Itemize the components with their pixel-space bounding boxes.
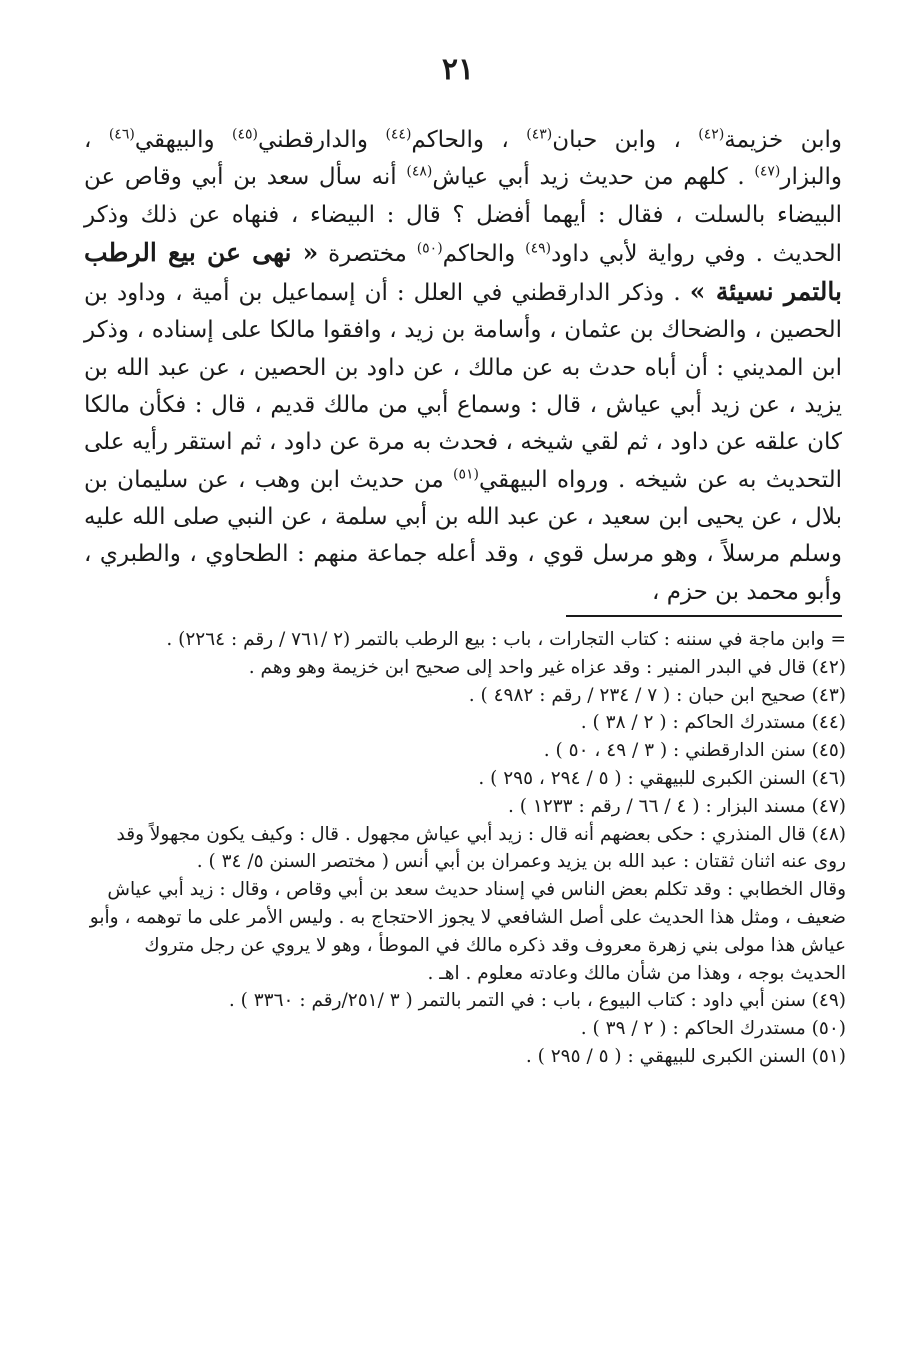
text-run: والحاكم xyxy=(442,240,526,267)
text-run: ، والبزار xyxy=(84,127,842,191)
footnote-44: (٤٤) مستدرك الحاكم : ( ٢ / ٣٨ ) . xyxy=(580,712,846,734)
footnote-ref-45: (٤٥) xyxy=(232,126,258,143)
footnote-ref-42: (٤٢) xyxy=(698,126,725,143)
footnote-ref-51: (٥١) xyxy=(453,466,479,483)
footnote-continuation: = وابن ماجة في سننه : كتاب التجارات ، باب : بيع الرطب بالتمر (٢ /٧٦١ / رقم : ٢٢٦٤) . xyxy=(166,629,846,650)
footnote-ref-50: (٥٠) xyxy=(416,240,443,257)
footnote-48: (٤٨) قال المنذري : حكى بعضهم أنه قال : زيد أبي عياش مجهول . قال : وكيف يكون مجهولاً وقد روى عنه اثنان ثقتان : عبد الله بن يزيد وعمران بن أبي أنس ( مختصر السنن ٥/ ٣٤ ) . xyxy=(116,823,846,873)
text-run: . وذكر الدارقطني في العلل : أن إسماعيل بن أمية ، وداود بن الحصين ، والضحاك بن عثمان ، وأسامة بن زيد ، وافقوا مالكا على إسناده ، وذكر ابن المديني : أن أباه حدث به عن مالك ، عن داود بن الحصين ، عن عبد الله بن يزيد ، عن زيد أبي عياش ، قال : وسماع أبي من مالك قديم ، قال : فكأن مالكا كان علقه عن داود ، ثم لقي شيخه ، فحدث به مرة عن داود ، ثم استقر رأيه على التحديث به عن شيخه . ورواه البيهقي xyxy=(84,280,842,493)
footnote-42: (٤٢) قال في البدر المنير : وقد عزاه غير واحد إلى صحيح ابن خزيمة وهو وهم . xyxy=(248,656,846,678)
footnote-ref-47: (٤٧) xyxy=(754,163,781,180)
text-run: وابن خزيمة xyxy=(724,127,843,153)
page-number: ٢١ xyxy=(441,52,475,87)
footnote-51: (٥١) السنن الكبرى للبيهقي : ( ٥ / ٢٩٥ ) . xyxy=(525,1045,846,1067)
hadith-quote: « نهى عن بيع الرطب بالتمر نسيئة » xyxy=(84,237,842,307)
footnote-46: (٤٦) السنن الكبرى للبيهقي : ( ٥ / ٢٩٤ ، ٢٩٥ ) . xyxy=(478,767,846,789)
footnote-49: (٤٩) سنن أبي داود : كتاب البيوع ، باب : في التمر بالتمر ( ٣ /٢٥١/رقم : ٣٣٦٠ ) . xyxy=(228,990,846,1012)
footnote-ref-44: (٤٤) xyxy=(385,126,412,143)
footnote-ref-43: (٤٣) xyxy=(526,126,553,143)
footnote-ref-48: (٤٨) xyxy=(406,163,433,180)
text-run: والبيهقي xyxy=(134,127,232,153)
footnote-48-continued: وقال الخطابي : وقد تكلم بعض الناس في إسناد حديث سعد بن أبي وقاص ، وقال : زيد أبي عياش ضعيف ، ومثل هذا الحديث على أصل الشافعي لا يجوز الاحتجاج به . وليس الأمر على ما توهمه ، وأبو عياش هذا مولى بني زهرة معروف وقد ذكره مالك في الموطأ ، وهو لا يروي عن رجل متروك الحديث بوجه ، وهذا من شأن مالك وعادته معلوم . اهـ . xyxy=(89,879,846,984)
footnote-47: (٤٧) مسند البزار : ( ٤ / ٦٦ / رقم : ١٢٣٣ ) . xyxy=(507,795,846,817)
footnote-50: (٥٠) مستدرك الحاكم : ( ٢ / ٣٩ ) . xyxy=(580,1018,846,1040)
main-text xyxy=(84,122,842,611)
text-run: والدارقطني xyxy=(257,127,386,153)
footnote-ref-46: (٤٦) xyxy=(108,126,135,143)
footnote-43: (٤٣) صحيح ابن حبان : ( ٧ / ٢٣٤ / رقم : ٤٩٨٢ ) . xyxy=(468,684,846,706)
text-run: أنه سأل سعد بن أبي وقاص عن البيضاء بالسلت ، فقال : أيهما أفضل ؟ قال : البيضاء ، فنهاه عن ذلك وذكر الحديث . وفي رواية لأبي داود xyxy=(84,164,842,267)
text-run: ، وابن حبان xyxy=(552,127,699,153)
footnote-ref-49: (٤٩) xyxy=(525,240,552,257)
footnote-45: (٤٥) سنن الدارقطني : ( ٣ / ٤٩ ، ٥٠ ) . xyxy=(543,740,846,762)
text-run: من حديث ابن وهب ، عن سليمان بن بلال ، عن يحيى ابن سعيد ، عن عبد الله بن أبي سلمة ، عن النبي صلى الله عليه وسلم مرسلاً ، وهو مرسل قوي ، وقد أعله جماعة منهم : الطحاوي ، والطبري ، وأبو محمد بن حزم ، xyxy=(84,466,842,605)
text-run: ، والحاكم xyxy=(411,127,527,153)
footnotes xyxy=(84,626,846,1071)
text-run: مختصرة xyxy=(318,240,417,267)
text-run: . كلهم من حديث زيد أبي عياش xyxy=(432,164,755,191)
footnote-divider xyxy=(566,615,842,617)
